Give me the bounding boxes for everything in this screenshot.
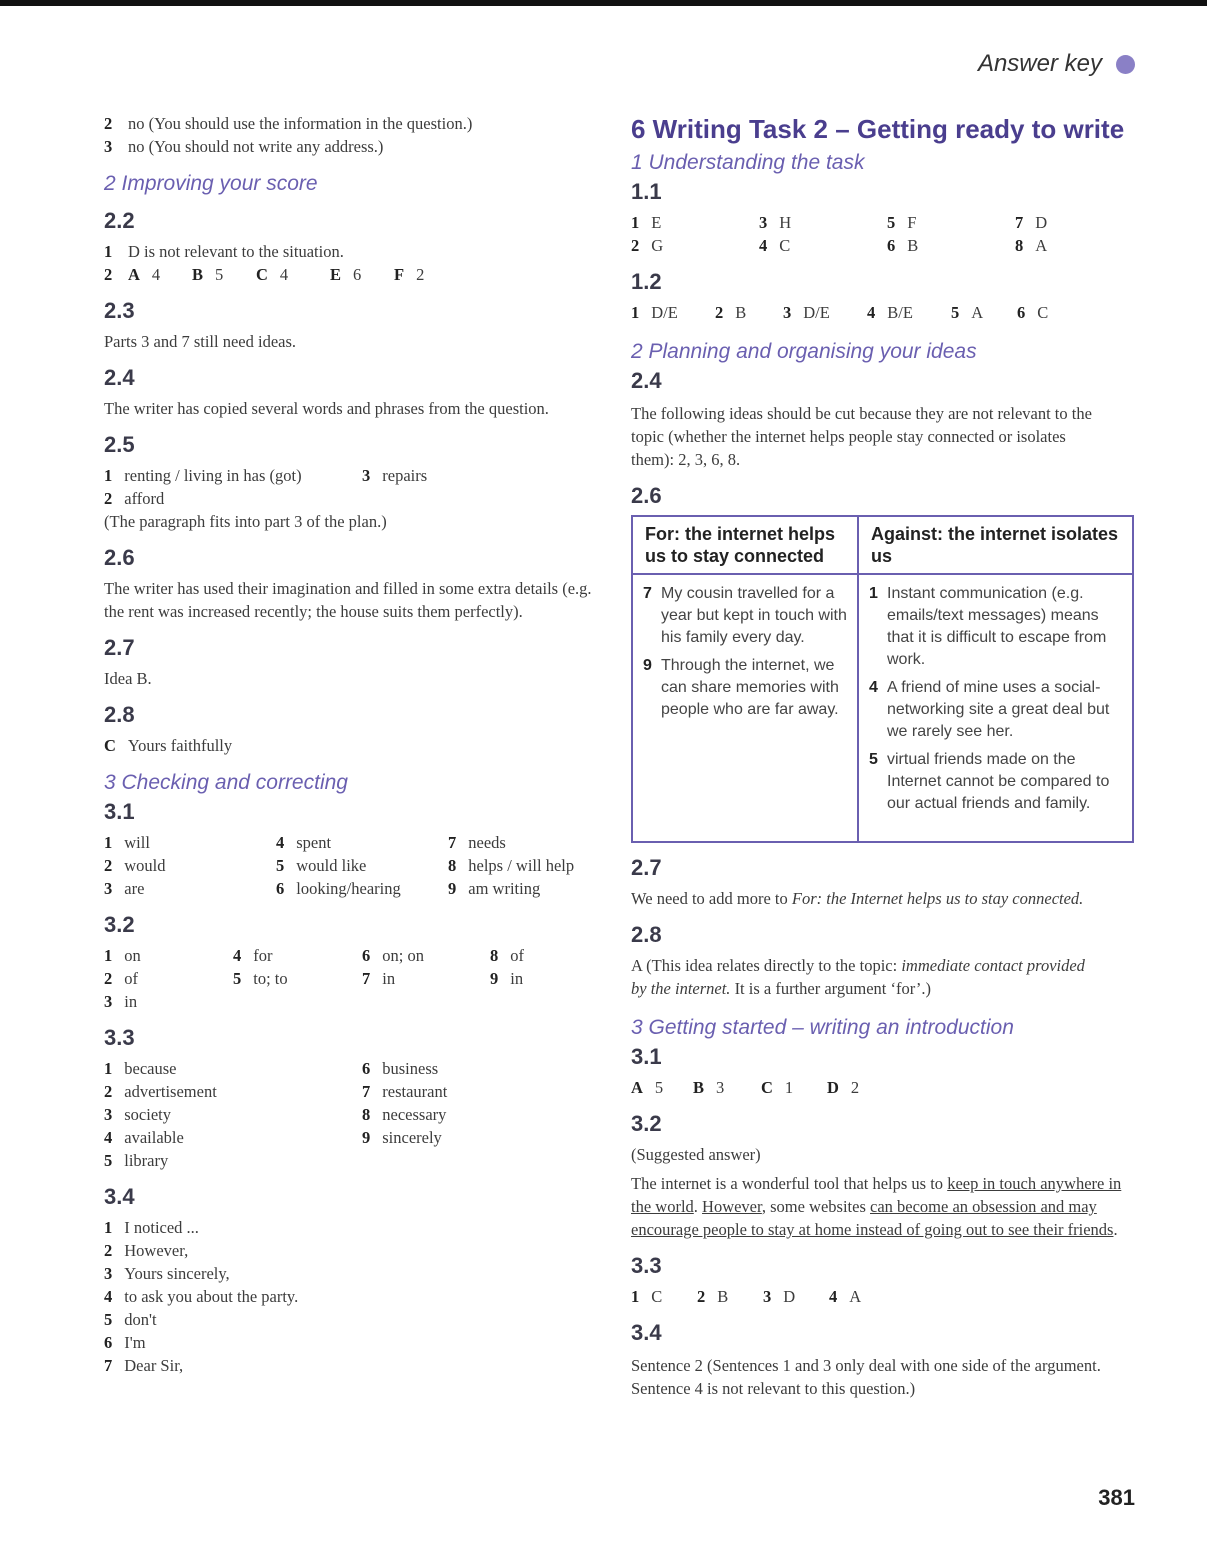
exercise-heading: 2.6 [104,545,135,570]
exercise-3-1 [104,831,604,900]
item-number: 1 [104,946,113,965]
item-number: 5 [233,969,242,988]
item-text: looking/hearing [296,879,401,898]
item-number: 4 [104,1287,113,1306]
item-number: 8 [448,856,457,875]
item-text: to; to [253,969,288,988]
exercise-heading: 3.4 [104,1184,135,1209]
item-text: needs [468,833,506,852]
item-number: 6 [362,946,371,965]
text-run: It is a further argument ‘for’.) [730,979,931,998]
item-text: because [124,1059,177,1078]
item-number: 7 [1015,213,1024,232]
item-text: in [124,992,138,1011]
item-number: 4 [829,1287,838,1306]
item-text: advertisement [124,1082,217,1101]
item-text: afford [124,489,165,508]
section-title: 2 Planning and organising your ideas [631,340,977,363]
exercise-3-4 [104,1216,604,1377]
item-text: would [124,856,166,875]
item-number: 2 [104,1082,113,1101]
exercise-3-1 [631,1076,1136,1099]
item-text: B [907,236,919,255]
item-number: 1 [631,1287,640,1306]
item-text: D [783,1287,796,1306]
exercise-2-8 [631,954,1101,1000]
item-number: 4 [869,679,878,696]
item-number: 5 [104,1310,113,1329]
exercise-1-1 [631,211,1136,257]
item-text: Dear Sir, [124,1356,184,1375]
exercise-text: The following ideas should be cut because they are not relevant to the topic (whether the internet helps people stay connected or isolates them): 2, 3, 6, 8. [631,404,1092,469]
exercise-2-2 [104,240,604,286]
item-number: 7 [448,833,457,852]
section-title: 3 Getting started – writing an introduction [631,1016,1014,1039]
exercise-2-5 [104,464,604,533]
item-text: A [971,303,984,322]
item-text: A [849,1287,862,1306]
item-text: would like [296,856,367,875]
underlined-text: can become an obsession and may encourage people to stay at home instead of going out to see their friends [631,1197,1114,1239]
header-title: Answer key [977,50,1102,77]
item-text: A [1035,236,1048,255]
item-text: will [124,833,150,852]
item-text: 2 [416,265,425,284]
item-number: 2 [104,265,113,284]
item-text: Through the internet, we can share memories with people who are far away. [661,657,839,718]
chapter-title: 6 Writing Task 2 – Getting ready to write [631,114,1125,144]
section-title: 1 Understanding the task [631,151,865,174]
exercise-heading: 2.7 [631,855,662,880]
exercise-heading: 2.7 [104,635,135,660]
item-text: virtual friends made on the Internet cannot be compared to our actual friends and family. [887,751,1110,812]
top-border [0,0,1207,6]
item-number: 4 [759,236,768,255]
item-text: repairs [382,466,428,485]
item-number: 1 [104,466,113,485]
exercise-heading: 2.4 [631,368,662,393]
exercise-text: Sentence 2 (Sentences 1 and 3 only deal with one side of the argument. Sentence 4 is not relevant to this question.) [631,1356,1101,1398]
item-text: renting / living in has (got) [124,466,302,485]
item-letter: C [761,1078,773,1097]
left-column [104,112,604,1377]
underlined-text: However [702,1197,762,1216]
intro-list [104,112,604,158]
item-number: 3 [759,213,768,232]
item-text: C [1037,303,1049,322]
item-text: Yours faithfully [127,736,233,755]
item-number: 4 [104,1128,113,1147]
exercise-heading: 2.8 [631,922,662,947]
item-text: D is not relevant to the situation. [128,242,344,261]
item-text: helps / will help [468,856,575,875]
item-letter: E [330,265,342,284]
exercise-heading: 3.2 [104,912,135,937]
item-letter: A [128,265,140,284]
table-header-against: Against: the internet isolates us [858,516,1133,574]
item-number: 9 [490,969,499,988]
item-text: G [651,236,664,255]
item-number: 5 [951,303,960,322]
item-number: 1 [104,833,113,852]
table-header-for: For: the internet helps us to stay connected [632,516,858,574]
page-header [978,50,1135,78]
item-text: C [779,236,791,255]
item-text: B [717,1287,729,1306]
item-text: no (You should use the information in the question.) [128,114,473,133]
item-text: are [124,879,145,898]
item-number: 1 [104,242,113,261]
exercise-heading: 2.6 [631,483,662,508]
exercise-text: The writer has copied several words and phrases from the question. [104,399,549,418]
exercise-heading: 3.3 [104,1025,135,1050]
section-title: 2 Improving your score [104,172,318,195]
item-number: 4 [276,833,285,852]
item-letter: C [104,736,116,755]
exercise-heading: 3.2 [631,1111,662,1136]
exercise-3-3 [631,1285,1136,1308]
item-number: 9 [362,1128,371,1147]
item-number: 8 [1015,236,1024,255]
item-text: on [124,946,141,965]
item-number: 3 [763,1287,772,1306]
item-number: 2 [697,1287,706,1306]
item-text: society [124,1105,171,1124]
item-text: in [382,969,396,988]
item-text: A friend of mine uses a social-networking site a great deal but we rarely see her. [887,679,1110,740]
item-text: 3 [716,1078,725,1097]
exercise-1-2 [631,301,1136,324]
item-number: 4 [233,946,242,965]
exercise-heading: 3.1 [104,799,135,824]
item-letter: D [827,1078,839,1097]
item-letter: C [256,265,268,284]
item-number: 4 [867,303,876,322]
item-text: to ask you about the party. [124,1287,299,1306]
item-number: 6 [276,879,285,898]
underlined-text: keep in touch anywhere in the world [631,1174,1122,1216]
item-letter: B [192,265,204,284]
item-number: 2 [715,303,724,322]
exercise-text: Idea B. [104,669,152,688]
item-text: 5 [215,265,224,284]
item-number: 2 [631,236,640,255]
item-number: 2 [104,114,113,133]
text-run: A (This idea relates directly to the topic: [631,956,902,975]
item-number: 6 [1017,303,1026,322]
item-text: H [779,213,792,232]
item-number: 2 [104,489,113,508]
text-run: . [693,1197,703,1216]
item-text: sincerely [382,1128,442,1147]
exercise-3-2 [104,944,604,1013]
item-text: B [735,303,747,322]
item-number: 2 [104,969,113,988]
exercise-heading: 2.5 [104,432,135,457]
exercise-heading: 1.2 [631,269,662,294]
item-text: library [124,1151,169,1170]
item-text: F [907,213,917,232]
item-text: restaurant [382,1082,448,1101]
item-text: no (You should not write any address.) [128,137,384,156]
exercise-heading: 2.4 [104,365,135,390]
item-letter: F [394,265,405,284]
item-number: 2 [104,856,113,875]
item-number: 5 [869,751,878,768]
item-text: for [253,946,273,965]
item-text: However, [124,1241,189,1260]
item-text: spent [296,833,332,852]
item-text: B/E [887,303,913,322]
right-column [631,114,1136,1400]
item-text: of [510,946,524,965]
item-text: 4 [279,265,289,284]
item-number: 6 [887,236,896,255]
item-text: D/E [651,303,678,322]
text-run: . [1113,1220,1118,1239]
item-text: Instant communication (e.g. emails/text messages) means that it is difficult to escape from work. [887,585,1107,668]
item-number: 6 [104,1333,113,1352]
item-number: 5 [887,213,896,232]
exercise-heading: 1.1 [631,179,662,204]
item-text: I noticed ... [124,1218,199,1237]
item-number: 5 [276,856,285,875]
item-number: 8 [490,946,499,965]
item-number: 2 [104,1241,113,1260]
item-number: 1 [631,213,640,232]
item-number: 3 [104,1264,113,1283]
suggested-answer [631,1172,1131,1241]
item-number: 8 [362,1105,371,1124]
item-number: 7 [362,1082,371,1101]
item-number: 1 [869,585,878,602]
item-number: 3 [104,1105,113,1124]
table-cell-against [858,574,1133,842]
item-text: 1 [784,1078,794,1097]
item-number: 7 [362,969,371,988]
item-text: 5 [654,1078,664,1097]
exercise-heading: 3.4 [631,1320,662,1345]
item-text: don't [124,1310,157,1329]
item-number: 1 [631,303,640,322]
exercise-text: Parts 3 and 7 still need ideas. [104,332,297,351]
item-number: 9 [448,879,457,898]
item-text: business [382,1059,439,1078]
text-run: We need to add more to [631,889,792,908]
table-cell-for [632,574,858,842]
item-number: 1 [104,1059,113,1078]
item-text: I'm [124,1333,146,1352]
exercise-heading: 2.8 [104,702,135,727]
exercise-3-3 [104,1057,604,1172]
ideas-table [631,515,1134,843]
item-text: 2 [850,1078,860,1097]
item-number: 5 [104,1151,113,1170]
item-number: 3 [362,466,371,485]
item-letter: B [693,1078,705,1097]
header-dot-icon [1116,55,1135,74]
item-text: available [124,1128,184,1147]
item-text: 6 [353,265,362,284]
item-text: 4 [151,265,161,284]
item-number: 3 [104,137,113,156]
exercise-2-7 [631,887,1136,910]
item-text: C [651,1287,663,1306]
item-text: am writing [468,879,541,898]
item-text: in [510,969,524,988]
item-number: 1 [104,1218,113,1237]
item-number: 6 [362,1059,371,1078]
section-title: 3 Checking and correcting [104,771,348,794]
item-text: necessary [382,1105,447,1124]
item-text: E [651,213,662,232]
text-run: The internet is a wonderful tool that helps us to [631,1174,948,1193]
exercise-heading: 3.3 [631,1253,662,1278]
item-number: 7 [643,585,652,602]
item-text: of [124,969,138,988]
exercise-note: (The paragraph fits into part 3 of the plan.) [104,512,387,531]
item-text: on; on [382,946,424,965]
exercise-heading: 2.3 [104,298,135,323]
item-letter: A [631,1078,643,1097]
item-text: My cousin travelled for a year but kept in touch with his family every day. [661,585,847,646]
italic-text: For: the Internet helps us to stay connected. [791,889,1084,908]
exercise-heading: 2.2 [104,208,135,233]
item-text: D [1035,213,1048,232]
suggested-answer-label: (Suggested answer) [631,1145,761,1164]
item-number: 3 [104,879,113,898]
exercise-heading: 3.1 [631,1044,662,1069]
item-text: Yours sincerely, [124,1264,230,1283]
italic-text: immediate contact provided by the internet. [631,956,1085,998]
item-text: D/E [803,303,830,322]
text-run: , some websites [761,1197,870,1216]
page-number: 381 [1098,1485,1135,1510]
item-number: 9 [643,657,652,674]
item-number: 3 [104,992,113,1011]
exercise-text: The writer has used their imagination and filled in some extra details (e.g. the rent was increased recently; the house suits them perfectly). [104,579,592,621]
item-number: 3 [783,303,792,322]
item-number: 7 [104,1356,113,1375]
